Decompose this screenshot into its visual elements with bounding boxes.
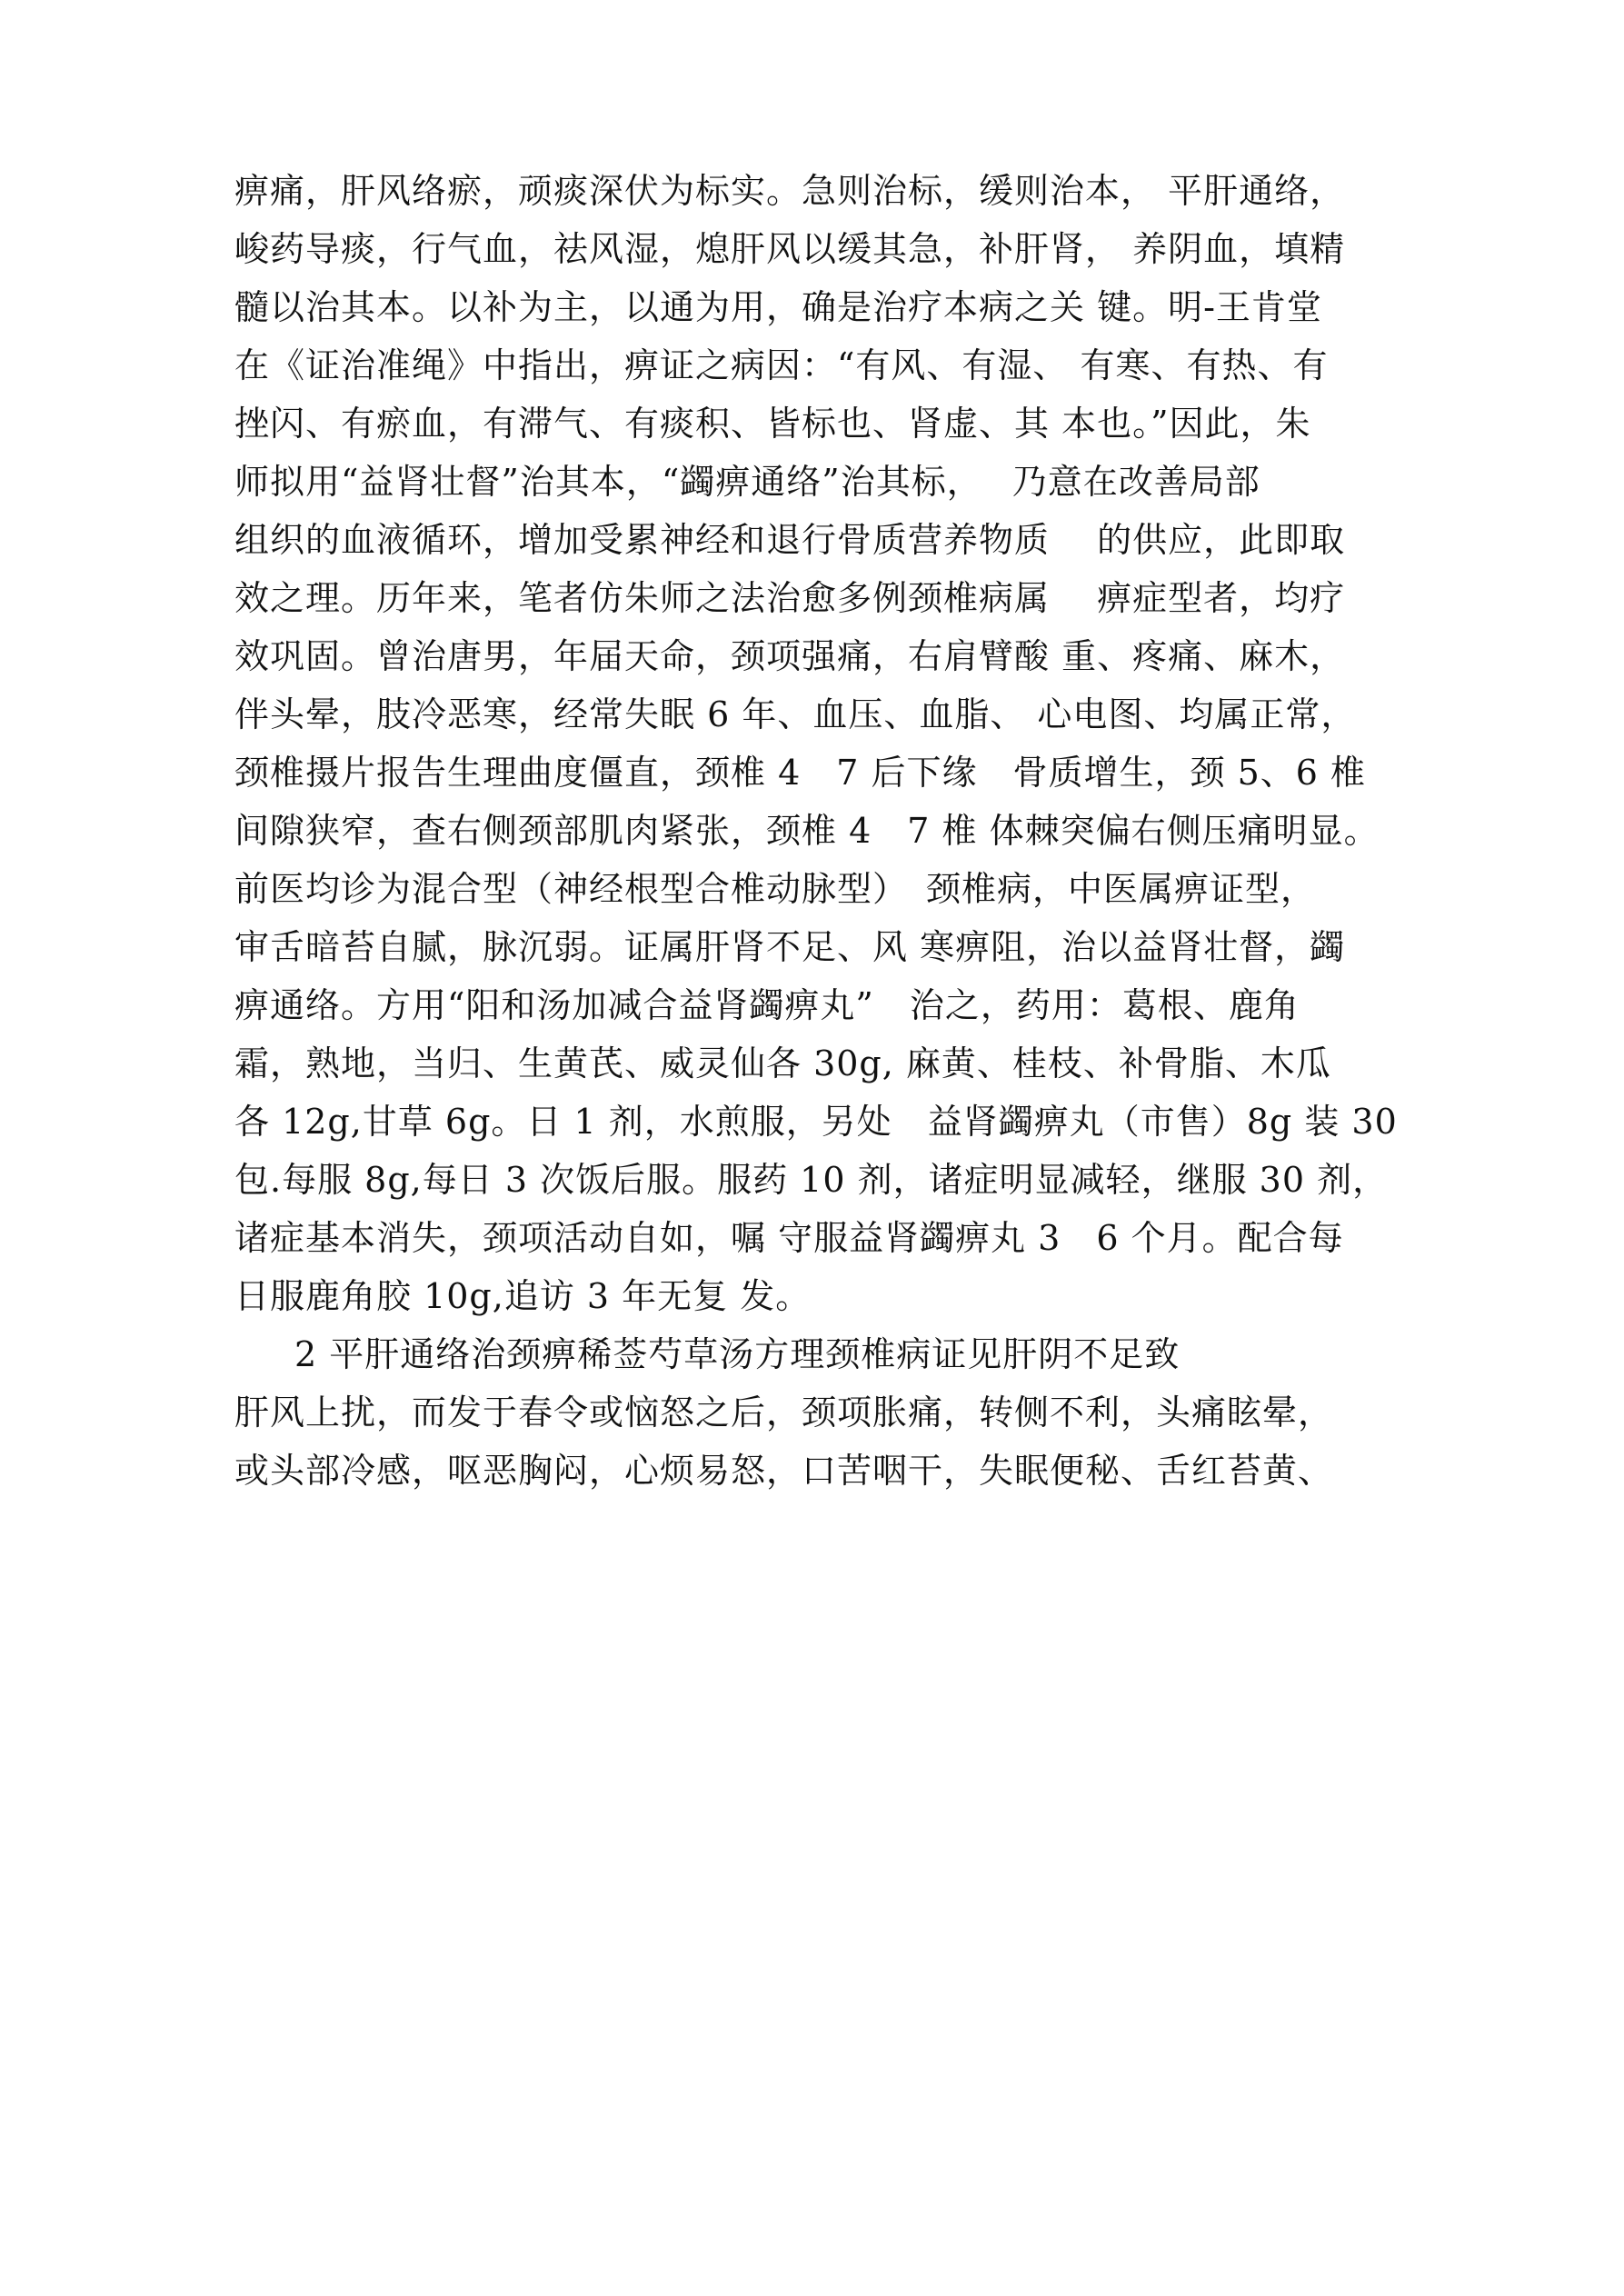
text-line: 师拟用“益肾壮督”治其本，“蠲痹通络”治其标， 乃意在改善局部 (234, 462, 1260, 502)
text-line: 日服鹿角胶 10g,追访 3 年无复 发。 (234, 1276, 812, 1316)
body-text (234, 162, 1416, 1500)
text-line: 霜，熟地，当归、生黄芪、威灵仙各 30g, 麻黄、桂枝、补骨脂、木瓜 (234, 1043, 1331, 1083)
text-line: 各 12g,甘草 6g。日 1 剂，水煎服，另处 益肾蠲痹丸（市售）8g 装 30 (234, 1102, 1398, 1142)
text-line: 在《证治准绳》中指出，痹证之病因：“有风、有湿、 有寒、有热、有 (234, 345, 1329, 385)
text-line: 峻药导痰，行气血，祛风湿，熄肝风以缓其急，补肝肾， 养阴血，填精 (234, 229, 1346, 269)
text-line: 颈椎摄片报告生理曲度僵直，颈椎 4 7 后下缘 骨质增生，颈 5、6 椎 (234, 753, 1367, 793)
section-heading: 2 平肝通络治颈痹稀莶芍草汤方理颈椎病证见肝阴不足致 (294, 1334, 1181, 1374)
text-line: 间隙狭窄，查右侧颈部肌肉紧张，颈椎 4 7 椎 体棘突偏右侧压痛明显。 (234, 811, 1380, 851)
text-line: 髓以治其本。以补为主，以通为用，确是治疗本病之关 键。明-王肯堂 (234, 287, 1322, 327)
text-line: 伴头晕，肢冷恶寒，经常失眠 6 年、血压、血脂、 心电图、均属正常， (234, 694, 1357, 734)
text-line: 效之理。历年来，笔者仿朱师之法治愈多例颈椎病属 痹症型者，均疗 (234, 578, 1346, 618)
text-line: 组织的血液循环，增加受累神经和退行骨质营养物质 的供应，此即取 (234, 520, 1346, 560)
text-line: 诸症基本消失，颈项活动自如，嘱 守服益肾蠲痹丸 3 6 个月。配合每 (234, 1218, 1344, 1258)
text-line: 审舌暗苔自腻，脉沉弱。证属肝肾不足、风 寒痹阻，治以益肾壮督，蠲 (234, 927, 1346, 967)
text-line: 挫闪、有瘀血，有滞气、有痰积、皆标也、肾虚、其 本也。”因此，朱 (234, 404, 1311, 444)
text-line: 痹通络。方用“阳和汤加减合益肾蠲痹丸” 治之，药用：葛根、鹿角 (234, 985, 1300, 1025)
text-line: 或头部冷感，呕恶胸闷，心烦易怒，口苦咽干，失眠便秘、舌红苔黄、 (234, 1451, 1334, 1491)
text-line: 包.每服 8g,每日 3 次饭后服。服药 10 剂，诸症明显减轻，继服 30 剂， (234, 1160, 1389, 1200)
text-line: 前医均诊为混合型（神经根型合椎动脉型） 颈椎病，中医属痹证型， (234, 869, 1317, 909)
text-line: 肝风上扰，而发于春令或恼怒之后，颈项胀痛，转侧不利，头痛眩晕， (234, 1393, 1334, 1433)
text-line: 痹痛，肝风络瘀，顽痰深伏为标实。急则治标，缓则治本， 平肝通络， (234, 171, 1346, 211)
text-line: 效巩固。曾治唐男，年届天命，颈项强痛，右肩臂酸 重、疼痛、麻木， (234, 636, 1346, 676)
